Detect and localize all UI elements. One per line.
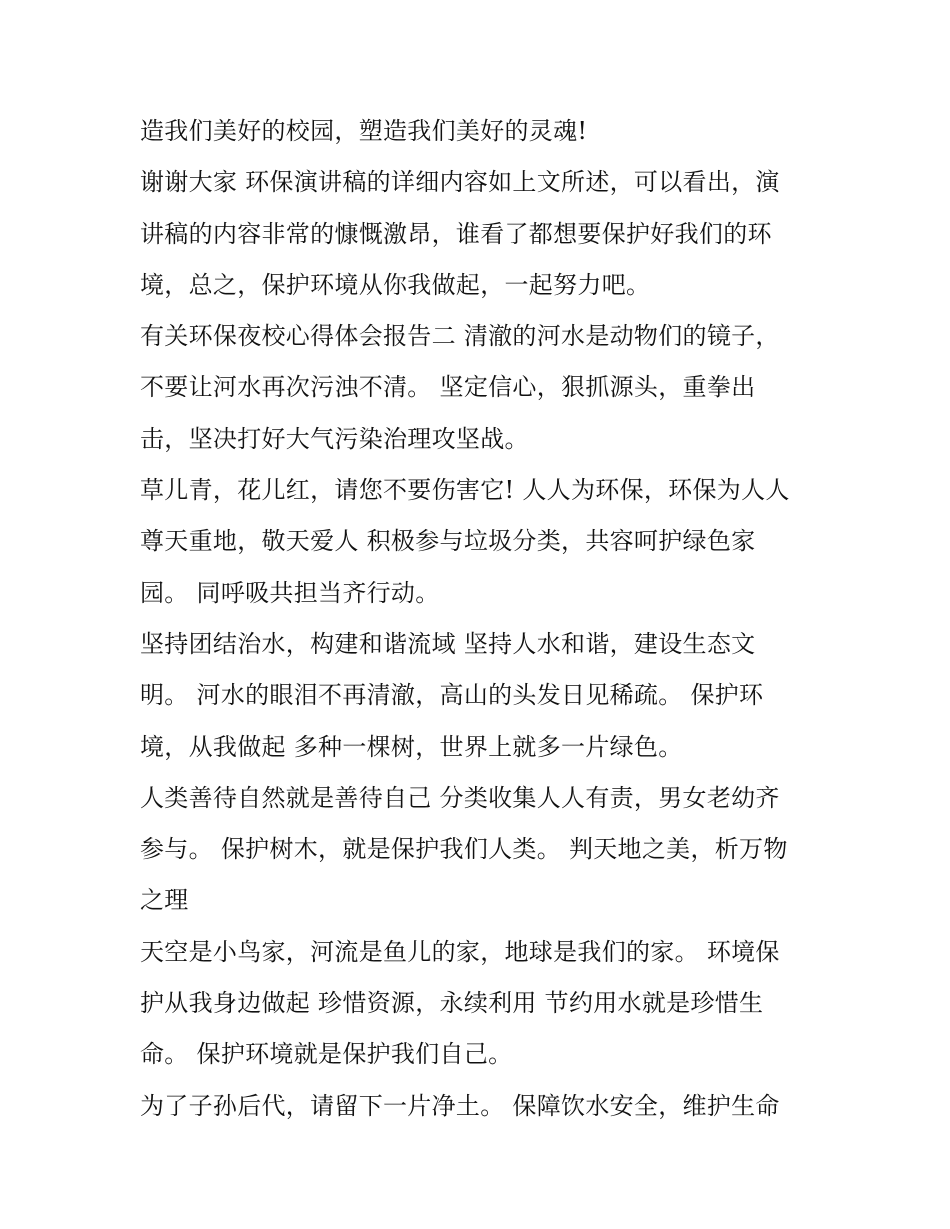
text-line: 尊天重地，敬天爱人 积极参与垃圾分类，共容呵护绿色家 [140, 527, 756, 556]
text-line: 天空是小鸟家，河流是鱼儿的家，地球是我们的家。 环境保 [140, 937, 780, 966]
text-line: 境，总之，保护环境从你我做起，一起努力吧。 [140, 270, 651, 299]
paragraph [140, 465, 810, 619]
text-line: 讲稿的内容非常的慷慨激昂，谁看了都想要保护好我们的环 [140, 219, 772, 248]
text-line: 造我们美好的校园，塑造我们美好的灵魂! [140, 117, 588, 145]
paragraph [140, 619, 810, 773]
text-line: 草儿青，花儿红，请您不要伤害它! 人人为环保，环保为人人 [140, 476, 790, 505]
text-line: 之理 [140, 886, 189, 915]
text-line: 为了子孙后代，请留下一片净土。 保障饮水安全，维护生命 [140, 1091, 780, 1120]
text-line: 园。 同呼吸共担当齐行动。 [140, 578, 440, 607]
paragraph [140, 773, 810, 927]
document-body [140, 106, 810, 1132]
paragraph [140, 311, 810, 465]
text-line: 谢谢大家 环保演讲稿的详细内容如上文所述，可以看出，演 [140, 168, 780, 197]
text-line: 坚持团结治水，构建和谐流域 坚持人水和谐，建设生态文 [140, 629, 756, 658]
paragraph [140, 106, 810, 157]
text-line: 击，坚决打好大气污染治理攻坚战。 [140, 424, 529, 453]
text-line: 人类善待自然就是善待自己 分类收集人人有责，男女老幼齐 [140, 783, 780, 812]
paragraph [140, 157, 810, 311]
text-line: 命。 保护环境就是保护我们自己。 [140, 1040, 513, 1069]
text-line: 参与。 保护树木，就是保护我们人类。 判天地之美，析万物 [140, 835, 788, 864]
text-line: 不要让河水再次污浊不清。 坚定信心，狠抓源头，重拳出 [140, 373, 756, 402]
paragraph [140, 927, 810, 1081]
text-line: 护从我身边做起 珍惜资源，永续利用 节约用水就是珍惜生 [140, 989, 764, 1018]
text-line: 境，从我做起 多种一棵树，世界上就多一片绿色。 [140, 732, 683, 761]
text-line: 明。 河水的眼泪不再清澈，高山的头发日见稀疏。 保护环 [140, 681, 764, 710]
paragraph [140, 1081, 810, 1132]
text-line: 有关环保夜校心得体会报告二 清澈的河水是动物们的镜子， [140, 322, 780, 351]
